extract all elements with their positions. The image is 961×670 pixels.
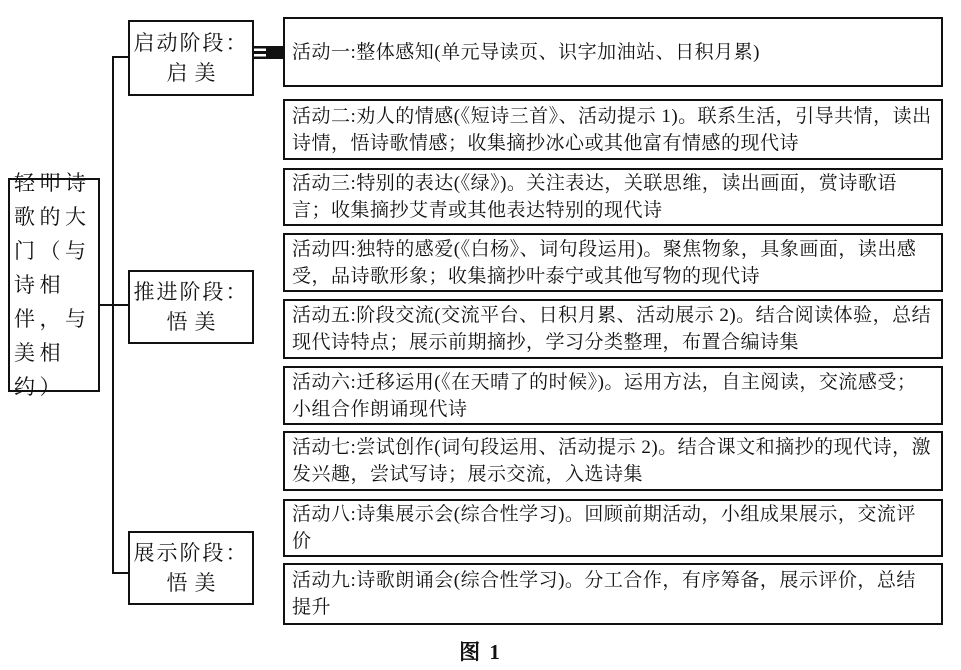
stage1-connector-line <box>112 56 129 58</box>
root-topic-box <box>8 171 100 399</box>
stage-box-launch <box>128 20 254 96</box>
root-topic-label: 轻叩诗歌的大门（与诗相伴，与美相约） <box>14 171 91 399</box>
stage3-connector-line <box>112 572 129 574</box>
stage-display-subtitle: 悟美 <box>166 571 223 595</box>
thick-connector-solid-segment <box>266 46 283 59</box>
activity-box-9 <box>283 563 943 625</box>
stage1-activity1-thick-connector <box>253 46 283 59</box>
activity-box-5 <box>283 299 943 359</box>
activity-5-text: 活动五:阶段交流(交流平台、日积月累、活动展示 2)。结合阅读体验，总结现代诗特点；展示前期摘抄，学习分类整理，布置合编诗集 <box>292 305 932 353</box>
activity-8-text: 活动八:诗集展示会(综合性学习)。回顾前期活动，小组成果展示，交流评价 <box>292 504 916 552</box>
activity-1-text: 活动一:整体感知(单元导读页、识字加油站、日积月累) <box>292 41 760 63</box>
root-connector-line <box>99 304 129 306</box>
activity-box-7 <box>283 431 943 491</box>
activity-3-text: 活动三:特别的表达(《绿》)。关注表达，关联思维，读出画面，赏诗歌语言；收集摘抄艾青或其他表达特别的现代诗 <box>292 173 897 221</box>
stage-box-display <box>128 531 254 605</box>
activity-2-text: 活动二:劝人的情感(《短诗三首》、活动提示 1)。联系生活，引导共情，读出诗情，悟诗歌情感；收集摘抄冰心或其他富有情感的现代诗 <box>292 105 932 154</box>
trunk-connector-line <box>112 56 114 574</box>
activity-7-text: 活动七:尝试创作(词句段运用、活动提示 2)。结合课文和摘抄的现代诗，激发兴趣，尝试写诗；展示交流，入选诗集 <box>292 437 932 485</box>
stage-box-advance <box>128 270 254 344</box>
activity-4-text: 活动四:独特的感爱(《白杨》、词句段运用)。聚焦物象，具象画面，读出感受，品诗歌形象；收集摘抄叶泰宁或其他写物的现代诗 <box>292 238 917 287</box>
stage-launch-subtitle: 启美 <box>166 61 223 85</box>
stage-advance-title: 推进阶段： <box>133 280 249 304</box>
activity-box-4 <box>283 233 943 292</box>
figure-caption: 图 1 <box>459 640 502 664</box>
activity-6-text: 活动六:迁移运用(《在天晴了的时候》)。运用方法，自主阅读，交流感受；小组合作朗诵现代诗 <box>292 371 917 420</box>
activity-9-text: 活动九:诗歌朗诵会(综合性学习)。分工合作，有序筹备，展示评价，总结提升 <box>292 570 916 618</box>
activity-box-6 <box>283 366 943 425</box>
activity-box-1 <box>283 17 943 87</box>
activity-box-2 <box>283 99 943 160</box>
activity-box-8 <box>283 499 943 557</box>
stage-advance-subtitle: 悟美 <box>166 310 223 334</box>
stage-launch-title: 启动阶段： <box>133 31 249 55</box>
stage-display-title: 展示阶段： <box>133 541 249 565</box>
activity-box-3 <box>283 168 943 226</box>
